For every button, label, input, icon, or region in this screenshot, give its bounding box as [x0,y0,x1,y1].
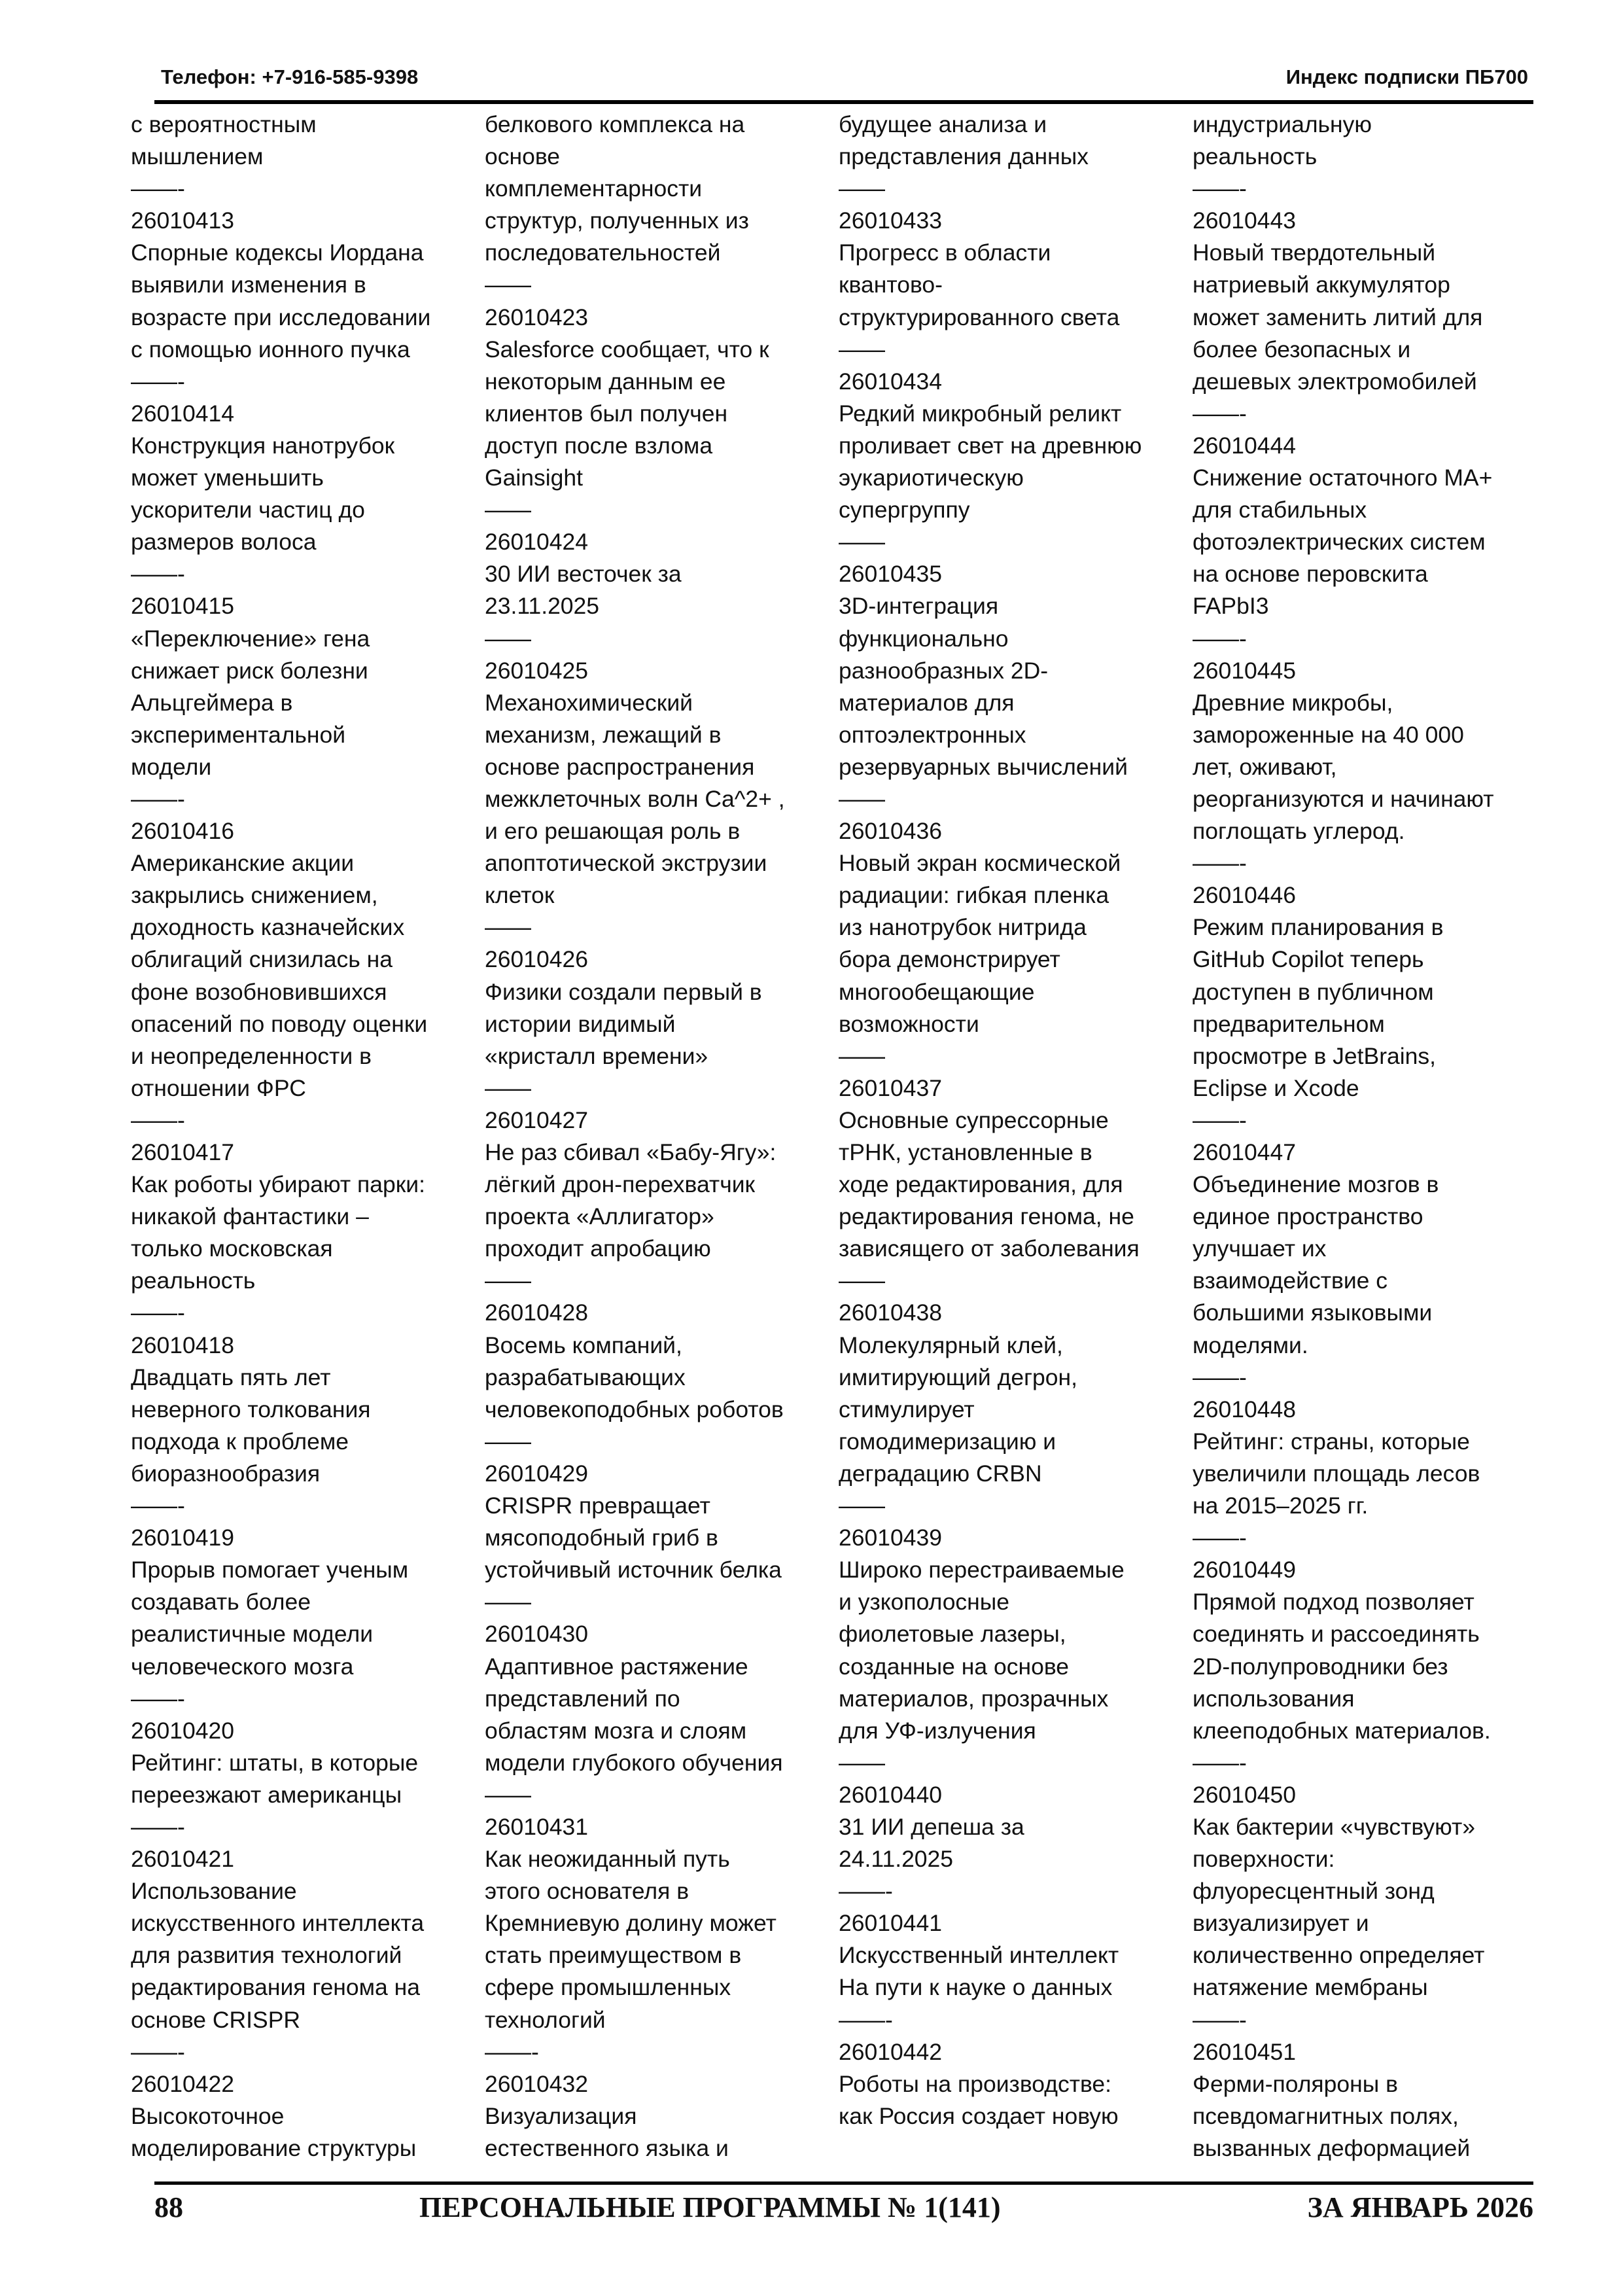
entry-title-line: Альцгеймера в [131,689,293,716]
entry-title-line: как Россия создает новую [839,2102,1119,2129]
entry-number: 26010447 [1193,1139,1296,1165]
entry-title-line: основе CRISPR [131,2006,301,2033]
entry-title-line: проходит апробацию [485,1235,711,1262]
entry-number: 26010441 [839,1910,942,1937]
entry-separator: ——- [131,785,185,812]
entry-number: 26010431 [485,1813,588,1840]
entry-number: 26010445 [1193,657,1296,684]
entry-number: 26010424 [485,529,588,556]
entry-separator: ——- [131,2038,185,2065]
entry-title-line: биоразнообразия [131,1460,321,1487]
entry-title-line: Редкий микробный реликт [839,400,1122,427]
entry-title-line: Американские акции [131,850,355,877]
entry-title-line: возможности [839,1010,979,1037]
entry-title-line: доступен в публичном [1193,978,1434,1005]
entry-title-line: закрылись снижением, [131,882,378,909]
column-4 [1193,109,1533,2164]
entry-title-line: представления данных [839,143,1089,170]
entry-title-line: создавать более [131,1589,311,1616]
entry-title-line: для развития технологий [131,1942,402,1969]
entry-title-line: моделями. [1193,1332,1308,1358]
entry-title-line: визуализирует и [1193,1910,1369,1937]
entry-title-line: 24.11.2025 [839,1846,954,1873]
entry-number: 26010432 [485,2070,588,2097]
header-phone: Телефон: +7-916-585-9398 [161,65,419,88]
entry-title-line: Рейтинг: страны, которые [1193,1428,1470,1455]
entry-title-line: гомодимеризацию и [839,1428,1056,1455]
entry-number: 26010448 [1193,1396,1296,1422]
article-listing [131,109,1557,2176]
entry-title-line: реальность [131,1267,256,1294]
entry-title-line: Прогресс в области [839,239,1051,266]
entry-separator: —— [839,785,885,812]
entry-title-line: Снижение остаточного MA+ [1193,465,1493,491]
entry-separator: ——- [1193,850,1247,877]
entry-number: 26010419 [131,1525,234,1551]
entry-number: 26010420 [131,1717,234,1744]
entry-title-line: 23.11.2025 [485,593,600,620]
entry-title-line: клиентов был получен [485,400,728,427]
issue-period: ЗА ЯНВАРЬ 2026 [1307,2191,1533,2223]
entry-title-line: реальность [1193,143,1318,170]
entry-number: 26010418 [131,1332,234,1358]
entry-title-line: поверхности: [1193,1846,1335,1873]
entry-title-line: естественного языка и [485,2134,729,2161]
entry-separator: —— [839,1042,885,1069]
entry-separator: ——- [839,1878,893,1905]
entry-title-line: Eclipse и Xcode [1193,1074,1359,1101]
entry-title-line: клееподобных материалов. [1193,1717,1491,1744]
entry-title-line: Кремниевую долину может [485,1910,777,1937]
entry-title-line: устойчивый источник белка [485,1557,782,1583]
entry-title-line: только московская [131,1235,333,1262]
entry-separator: —— [485,1589,531,1616]
entry-title-line: псевдомагнитных полях, [1193,2102,1459,2129]
entry-title-line: резервуарных вычислений [839,753,1128,780]
entry-title-line: большими языковыми [1193,1299,1433,1326]
entry-title-line: на 2015–2025 гг. [1193,1492,1369,1519]
entry-title-line: материалов, прозрачных [839,1685,1109,1712]
entry-title-line: Новый экран космической [839,850,1121,877]
entry-title-line: для УФ-излучения [839,1717,1036,1744]
entry-separator: ——- [131,1685,185,1712]
entry-title-line: единое пространство [1193,1203,1423,1230]
entry-title-line: разнообразных 2D- [839,657,1049,684]
entry-separator: —— [485,497,531,523]
entry-title-line: человекоподобных роботов [485,1396,784,1422]
entry-title-line: проливает свет на древнюю [839,432,1142,459]
entry-separator: ——- [1193,1525,1247,1551]
entry-title-line: фиолетовые лазеры, [839,1621,1066,1648]
entry-title-line: GitHub Copilot теперь [1193,946,1424,973]
entry-title-line: Роботы на производстве: [839,2070,1112,2097]
entry-separator: —— [839,336,885,362]
entry-title-line: Объединение мозгов в [1193,1171,1439,1198]
entry-title-line: Рейтинг: штаты, в которые [131,1749,419,1776]
entry-title-line: технологий [485,2006,606,2033]
entry-title-line: экспериментальной [131,721,346,748]
entry-title-line: вызванных деформацией [1193,2134,1471,2161]
entry-separator: ——- [1193,1106,1247,1133]
entry-title-line: Широко перестраиваемые [839,1557,1125,1583]
entry-separator: —— [839,175,885,202]
entry-title-line: ходе редактирования, для [839,1171,1123,1198]
entry-title-line: Не раз сбивал «Бабу-Ягу»: [485,1139,777,1165]
entry-title-line: и его решающая роль в [485,818,741,845]
entry-title-line: Salesforce сообщает, что к [485,336,769,362]
entry-separator: —— [485,1428,531,1455]
entry-title-line: последовательностей [485,239,721,266]
entry-title-line: для стабильных [1193,497,1367,523]
entry-title-line: может уменьшить [131,465,324,491]
entry-title-line: и неопределенности в [131,1042,372,1069]
entry-title-line: Адаптивное растяжение [485,1653,748,1680]
entry-title-line: проекта «Аллигатор» [485,1203,714,1230]
entry-title-line: Двадцать пять лет [131,1364,331,1390]
entry-separator: ——- [131,1106,185,1133]
entry-separator: ——- [131,1813,185,1840]
entry-number: 26010449 [1193,1557,1296,1583]
entry-title-line: возрасте при исследовании [131,304,431,330]
entry-title-line: Конструкция нанотрубок [131,432,395,459]
entry-title-line: улучшает их [1193,1235,1327,1262]
journal-title: ПЕРСОНАЛЬНЫЕ ПРОГРАММЫ № 1(141) [419,2191,1001,2223]
entry-title-line: Как неожиданный путь [485,1846,730,1873]
entry-title-line: натриевый аккумулятор [1193,272,1450,298]
entry-title-line: мясоподобный гриб в [485,1525,718,1551]
column-2 [485,109,825,2164]
entry-title-line: структур, полученных из [485,207,749,234]
entry-separator: —— [839,1492,885,1519]
entry-separator: —— [839,529,885,556]
entry-number: 26010416 [131,818,234,845]
entry-title-line: межклеточных волн Ca^2+ , [485,785,785,812]
header-subscription-index: Индекс подписки ПБ700 [1285,65,1528,88]
entry-title-line: основе [485,143,561,170]
entry-title-line: сфере промышленных [485,1974,731,2001]
entry-separator: —— [485,625,531,652]
entry-title-line: FAPbI3 [1193,593,1269,620]
entry-number: 26010414 [131,400,234,427]
entry-title-line: и узкополосные [839,1589,1010,1616]
entry-title-line: реорганизуются и начинают [1193,785,1494,812]
entry-title-line: Спорные кодексы Иордана [131,239,424,266]
entry-title-line: взаимодействие с [1193,1267,1388,1294]
entry-title-line: CRISPR превращает [485,1492,710,1519]
entry-title-line: ускорители частиц до [131,497,365,523]
entry-title-line: мышлением [131,143,264,170]
entry-title-line: На пути к науке о данных [839,1974,1113,2001]
entry-number: 26010442 [839,2038,942,2065]
entry-number: 26010435 [839,561,942,588]
entry-separator: ——- [131,368,185,395]
entry-title-line: 31 ИИ депеша за [839,1813,1024,1840]
entry-separator: —— [485,914,531,941]
entry-separator: ——- [1193,175,1247,202]
entry-title-line: моделирование структуры [131,2134,417,2161]
entry-number: 26010437 [839,1074,942,1101]
entry-title-line: радиации: гибкая пленка [839,882,1109,909]
entry-title-line: областям мозга и слоям [485,1717,747,1744]
entry-title-line: редактирования генома на [131,1974,421,2001]
entry-title-line: оптоэлектронных [839,721,1026,748]
entry-title-line: белкового комплекса на [485,111,745,137]
entry-number: 26010425 [485,657,588,684]
entry-title-line: на основе перовскита [1193,561,1428,588]
entry-title-line: материалов для [839,689,1015,716]
entry-title-line: снижает риск болезни [131,657,368,684]
entry-title-line: деградацию CRBN [839,1460,1042,1487]
entry-separator: —— [839,1749,885,1776]
entry-title-line: супергруппу [839,497,970,523]
entry-title-line: фотоэлектрических систем [1193,529,1486,556]
entry-title-line: с помощью ионного пучка [131,336,410,362]
entry-separator: ——- [131,175,185,202]
entry-title-line: натяжение мембраны [1193,1974,1428,2001]
entry-number: 26010444 [1193,432,1296,459]
entry-title-line: количественно определяет [1193,1942,1485,1969]
entry-title-line: размеров волоса [131,529,317,556]
entry-title-line: 2D-полупроводники без [1193,1653,1448,1680]
entry-title-line: из нанотрубок нитрида [839,914,1087,941]
entry-title-line: индустриальную [1193,111,1372,137]
page-footer [154,2191,1533,2236]
entry-title-line: доступ после взлома [485,432,713,459]
entry-number: 26010451 [1193,2038,1296,2065]
entry-title-line: Механохимический [485,689,693,716]
entry-title-line: 30 ИИ весточек за [485,561,682,588]
entry-title-line: представлений по [485,1685,680,1712]
entry-separator: ——- [131,1299,185,1326]
entry-title-line: увеличили площадь лесов [1193,1460,1480,1487]
entry-number: 26010422 [131,2070,234,2097]
entry-title-line: никакой фантастики – [131,1203,369,1230]
entry-title-line: реалистичные модели [131,1621,374,1648]
column-3 [839,109,1179,2132]
entry-separator: ——- [1193,1364,1247,1390]
entry-separator: ——- [1193,400,1247,427]
entry-title-line: Gainsight [485,465,583,491]
entry-title-line: с вероятностным [131,111,317,137]
entry-title-line: подхода к проблеме [131,1428,349,1455]
entry-number: 26010430 [485,1621,588,1648]
entry-separator: ——- [1193,1749,1247,1776]
entry-title-line: искусственного интеллекта [131,1910,425,1937]
entry-separator: ——- [839,2006,893,2033]
entry-title-line: фоне возобновившихся [131,978,387,1005]
entry-number: 26010440 [839,1781,942,1808]
entry-title-line: замороженные на 40 000 [1193,721,1464,748]
entry-separator: —— [485,1267,531,1294]
entry-title-line: Режим планирования в [1193,914,1444,941]
entry-title-line: опасений по поводу оценки [131,1010,428,1037]
entry-number: 26010427 [485,1106,588,1133]
entry-separator: —— [839,1267,885,1294]
entry-number: 26010436 [839,818,942,845]
entry-title-line: неверного толкования [131,1396,371,1422]
entry-title-line: 3D-интеграция [839,593,999,620]
entry-title-line: структурированного света [839,304,1120,330]
entry-title-line: отношении ФРС [131,1074,306,1101]
entry-number: 26010426 [485,946,588,973]
entry-title-line: доходность казначейских [131,914,405,941]
entry-title-line: Древние микробы, [1193,689,1393,716]
entry-number: 26010413 [131,207,234,234]
entry-title-line: Молекулярный клей, [839,1332,1063,1358]
entry-title-line: лёгкий дрон-перехватчик [485,1171,756,1198]
entry-title-line: Прямой подход позволяет [1193,1589,1475,1616]
entry-title-line: предварительном [1193,1010,1385,1037]
entry-title-line: механизм, лежащий в [485,721,722,748]
entry-title-line: будущее анализа и [839,111,1047,137]
entry-title-line: зависящего от заболевания [839,1235,1140,1262]
entry-number: 26010443 [1193,207,1296,234]
entry-title-line: облигаций снизилась на [131,946,393,973]
entry-separator: ——- [131,561,185,588]
entry-separator: ——- [485,2038,539,2065]
entry-title-line: Восемь компаний, [485,1332,682,1358]
entry-number: 26010415 [131,593,234,620]
entry-title-line: Искусственный интеллект [839,1942,1119,1969]
entry-title-line: комплементарности [485,175,703,202]
entry-title-line: лет, оживают, [1193,753,1337,780]
entry-number: 26010417 [131,1139,234,1165]
entry-title-line: «кристалл времени» [485,1042,708,1069]
entry-title-line: Использование [131,1878,297,1905]
header-rule [154,100,1533,104]
entry-title-line: использования [1193,1685,1355,1712]
entry-number: 26010446 [1193,882,1296,909]
entry-number: 26010421 [131,1846,234,1873]
entry-title-line: флуоресцентный зонд [1193,1878,1435,1905]
entry-number: 26010434 [839,368,942,395]
entry-title-line: дешевых электромобилей [1193,368,1477,395]
entry-number: 26010433 [839,207,942,234]
entry-title-line: этого основателя в [485,1878,689,1905]
entry-title-line: может заменить литий для [1193,304,1483,330]
entry-title-line: некоторым данным ее [485,368,726,395]
entry-title-line: стать преимуществом в [485,1942,742,1969]
entry-title-line: квантово- [839,272,943,298]
entry-title-line: Ферми-поляроны в [1193,2070,1398,2097]
entry-number: 26010439 [839,1525,942,1551]
entry-title-line: Основные супрессорные [839,1106,1109,1133]
entry-separator: ——- [1193,625,1247,652]
page-number: 88 [154,2191,183,2223]
entry-separator: ——- [1193,2006,1247,2033]
entry-title-line: Как роботы убирают парки: [131,1171,425,1198]
entry-title-line: функционально [839,625,1009,652]
entry-title-line: «Переключение» гена [131,625,370,652]
entry-title-line: Как бактерии «чувствуют» [1193,1813,1476,1840]
entry-title-line: Высокоточное [131,2102,285,2129]
entry-title-line: поглощать углерод. [1193,818,1405,845]
entry-number: 26010428 [485,1299,588,1326]
entry-title-line: клеток [485,882,555,909]
entry-title-line: Визуализация [485,2102,637,2129]
entry-separator: —— [485,1074,531,1101]
entry-title-line: истории видимый [485,1010,676,1037]
entry-number: 26010438 [839,1299,942,1326]
entry-title-line: стимулирует [839,1396,975,1422]
entry-title-line: имитирующий дегрон, [839,1364,1077,1390]
entry-title-line: созданные на основе [839,1653,1070,1680]
entry-title-line: разрабатывающих [485,1364,686,1390]
entry-number: 26010423 [485,304,588,330]
entry-title-line: Новый твердотельный [1193,239,1436,266]
entry-title-line: тРНК, установленные в [839,1139,1092,1165]
entry-title-line: модели глубокого обучения [485,1749,783,1776]
entry-title-line: более безопасных и [1193,336,1411,362]
entry-title-line: соединять и рассоединять [1193,1621,1480,1648]
entry-title-line: многообещающие [839,978,1035,1005]
entry-number: 26010450 [1193,1781,1296,1808]
entry-title-line: редактирования генома, не [839,1203,1134,1230]
entry-title-line: человеческого мозга [131,1653,354,1680]
entry-title-line: бора демонстрирует [839,946,1060,973]
entry-title-line: модели [131,753,212,780]
entry-separator: ——- [131,1492,185,1519]
entry-title-line: выявили изменения в [131,272,366,298]
page-header [154,63,1528,105]
entry-title-line: основе распространения [485,753,755,780]
entry-title-line: эукариотическую [839,465,1024,491]
entry-title-line: Физики создали первый в [485,978,762,1005]
footer-rule [154,2181,1533,2185]
entry-number: 26010429 [485,1460,588,1487]
entry-title-line: переезжают американцы [131,1781,402,1808]
entry-title-line: апоптотической экструзии [485,850,767,877]
entry-title-line: просмотре в JetBrains, [1193,1042,1437,1069]
column-1 [131,109,471,2164]
entry-separator: —— [485,272,531,298]
entry-title-line: Прорыв помогает ученым [131,1557,409,1583]
entry-separator: —— [485,1781,531,1808]
